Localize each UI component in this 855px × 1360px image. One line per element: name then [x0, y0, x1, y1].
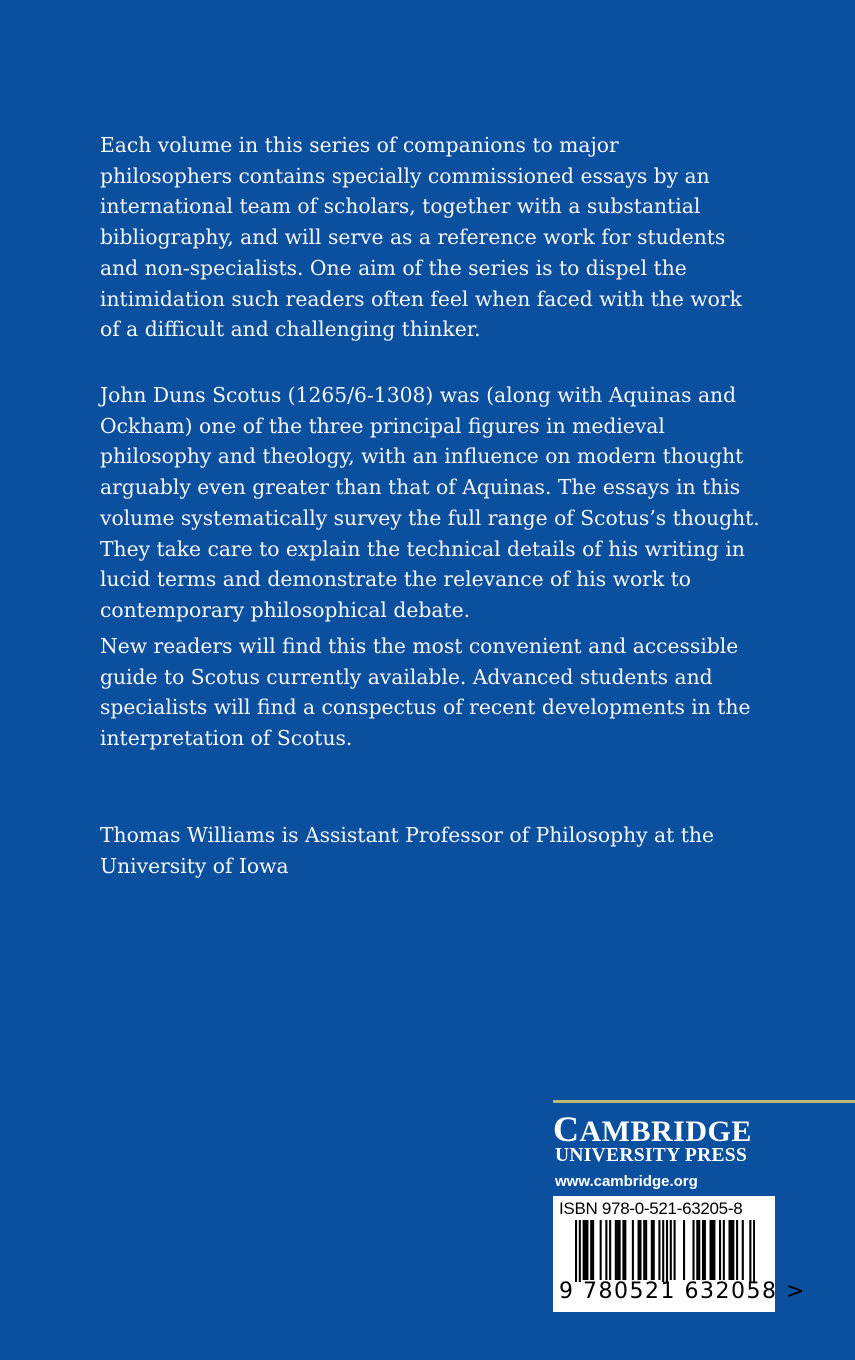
text-line: philosophers contains specially commissioned essays by an [100, 163, 710, 188]
barcode-bar [583, 1220, 585, 1280]
barcode-bar [645, 1220, 647, 1280]
barcode-bar [662, 1220, 664, 1282]
barcode-bar [584, 1220, 586, 1280]
text-line: volume systematically survey the full range of Scotus’s thought. [100, 505, 760, 530]
text-line: and non-specialists. One aim of the series is to dispel the [100, 255, 687, 280]
barcode-bar [624, 1220, 626, 1280]
barcode-bar [666, 1220, 668, 1282]
text-line: international team of scholars, together with a substantial [100, 194, 701, 219]
barcode-bar [674, 1220, 676, 1280]
scotus-description [100, 380, 760, 626]
isbn-text: ISBN 978-0-521-63205-8 [559, 1199, 743, 1218]
barcode-bar [622, 1220, 624, 1280]
barcode-bar [736, 1220, 738, 1280]
barcode-bar [617, 1220, 619, 1280]
readers-description [100, 631, 751, 754]
text-line: New readers will find this the most convenient and accessible [100, 634, 739, 658]
text-line: Each volume in this series of companions to major [100, 133, 619, 157]
barcode-bar [639, 1220, 641, 1280]
barcode-bar [579, 1220, 581, 1282]
barcode-bar [638, 1220, 640, 1280]
barcode-bar [696, 1220, 698, 1280]
series-description [100, 130, 742, 345]
gold-divider [553, 1100, 855, 1103]
text-line: of a difficult and challenging thinker. [100, 317, 481, 342]
text-line: philosophy and theology, with an influence on modern thought [100, 444, 744, 469]
barcode-bar [723, 1220, 725, 1280]
publisher-logo-name [553, 1108, 752, 1150]
isbn-barcode [553, 1196, 806, 1312]
barcode-bar [698, 1220, 700, 1280]
barcode-bar [713, 1220, 715, 1280]
text-line: contemporary philosophical debate. [100, 597, 471, 622]
ean-digits: 9 780521 632058 > [559, 1279, 806, 1304]
logo-cap: C [553, 1109, 580, 1149]
barcode-bar [692, 1220, 694, 1280]
barcode-bar [753, 1220, 755, 1282]
barcode-bar [702, 1220, 704, 1280]
text-line: John Duns Scotus (1265/6-1308) was (along with Aquinas and [100, 383, 737, 407]
text-line: interpretation of Scotus. [100, 726, 353, 751]
barcode-bar [600, 1220, 602, 1280]
text-line: Thomas Williams is Assistant Professor of Philosophy at the [100, 823, 714, 847]
barcode-bar [575, 1220, 577, 1282]
publisher-url: www.cambridge.org [555, 1173, 698, 1190]
logo-rest: AMBRIDGE [579, 1115, 752, 1148]
barcode-bar [704, 1220, 706, 1280]
barcode-bar [586, 1220, 588, 1280]
barcode-bar [730, 1220, 732, 1280]
barcode-bar [651, 1220, 653, 1280]
text-line: specialists will find a conspectus of recent developments in the [100, 695, 751, 720]
barcode-bar [619, 1220, 621, 1280]
barcode-bar [643, 1220, 645, 1280]
text-line: lucid terms and demonstrate the relevance of his work to [100, 567, 691, 592]
barcode-bars [575, 1220, 755, 1282]
barcode-bar [653, 1220, 655, 1280]
text-line: guide to Scotus currently available. Advanced students and [100, 664, 713, 689]
text-line: arguably even greater than that of Aquinas. The essays in this [100, 475, 741, 500]
barcode-bar [742, 1220, 744, 1280]
barcode-bar [719, 1220, 721, 1280]
publisher-logo-subtitle: UNIVERSITY PRESS [555, 1145, 748, 1166]
barcode-bar [732, 1220, 734, 1280]
barcode-bar [615, 1220, 617, 1280]
barcode-bar [683, 1220, 685, 1280]
text-line: University of Iowa [100, 853, 289, 878]
barcode-bar [592, 1220, 594, 1280]
barcode-bar [632, 1220, 634, 1280]
barcode-bar [749, 1220, 751, 1282]
barcode-bar [670, 1220, 672, 1280]
barcode-bar [710, 1220, 712, 1280]
barcode-bar [711, 1220, 713, 1280]
barcode-bar [609, 1220, 611, 1280]
editor-bio [100, 820, 714, 881]
barcode-bar [728, 1220, 730, 1280]
text-line: They take care to explain the technical details of his writing in [100, 536, 745, 561]
text-line: bibliography, and will serve as a reference work for students [100, 225, 726, 250]
text-line: Ockham) one of the three principal figures in medieval [100, 413, 665, 438]
barcode-bar [590, 1220, 592, 1280]
barcode-bar [658, 1220, 660, 1280]
text-line: intimidation such readers often feel when faced with the work [100, 286, 742, 311]
barcode-bar [605, 1220, 607, 1280]
